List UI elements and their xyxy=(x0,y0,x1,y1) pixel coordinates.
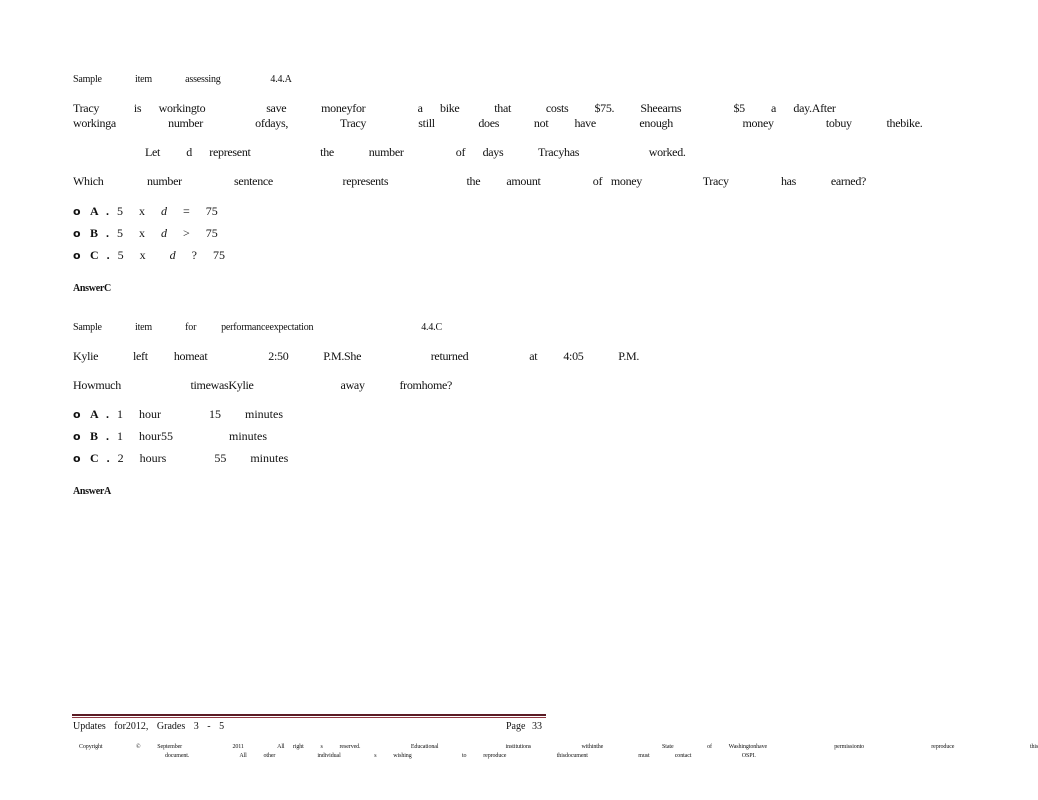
option-letter: A . xyxy=(90,204,110,218)
item2-option-b[interactable] xyxy=(73,429,267,444)
radio-circle-icon: o xyxy=(73,205,81,218)
copyright-line-1: Copyright © September 2011 All right s reserved. Educational institutions withinthe State of Washingtonhave permissionto reproduce this xyxy=(79,744,1038,750)
item1-question: Which number sentence represents the amount of money Tracy has earned? xyxy=(73,174,867,188)
page-number: Page 33 xyxy=(506,721,542,732)
item2-question: Howmuch timewasKylie away fromhome? xyxy=(73,378,453,392)
radio-circle-icon: o xyxy=(73,227,81,240)
item1-option-a[interactable] xyxy=(73,204,218,219)
option-letter: C . xyxy=(90,451,110,465)
item1-paragraph-line-1: Tracy is workingto save moneyfor a bike that costs $75. Sheearns $5 a day.After xyxy=(73,101,836,115)
item1-option-c[interactable] xyxy=(73,248,225,263)
footer-rule-thick xyxy=(72,714,546,716)
option-text: 5 x d = 75 xyxy=(117,204,218,218)
copyright-line-2: document. All other individual s wishing to reproduce thisdocument must contact OSPI. xyxy=(165,753,756,759)
item2-option-a[interactable] xyxy=(73,407,283,422)
item1-paragraph-line-2: workinga number ofdays, Tracy still does not have enough money tobuy thebike. xyxy=(73,116,923,130)
item1-heading: Sample item assessing 4.4.A xyxy=(73,74,292,85)
option-letter: B . xyxy=(90,226,110,240)
radio-circle-icon: o xyxy=(73,430,81,443)
option-text: 1 hour55 minutes xyxy=(117,429,268,443)
footer-title: Updates for2012, Grades 3 - 5 xyxy=(73,721,225,732)
radio-circle-icon: o xyxy=(73,452,81,465)
option-letter: B . xyxy=(90,429,110,443)
footer-rule-thin xyxy=(72,717,546,718)
option-letter: C . xyxy=(90,248,110,262)
item1-let-line: Let d represent the number of days Tracyhas worked. xyxy=(145,145,686,159)
radio-circle-icon: o xyxy=(73,249,81,262)
item1-option-b[interactable] xyxy=(73,226,218,241)
option-text: 2 hours 55 minutes xyxy=(117,451,289,465)
option-letter: A . xyxy=(90,407,110,421)
item2-answer: AnswerA xyxy=(73,486,111,497)
radio-circle-icon: o xyxy=(73,408,81,421)
option-text: 5 x d ? 75 xyxy=(117,248,225,262)
option-text: 5 x d > 75 xyxy=(117,226,218,240)
item2-paragraph: Kylie left homeat 2:50 P.M.She returned at 4:05 P.M. xyxy=(73,349,640,363)
item1-answer: AnswerC xyxy=(73,283,111,294)
item2-option-c[interactable] xyxy=(73,451,288,466)
option-text: 1 hour 15 minutes xyxy=(117,407,284,421)
item2-heading: Sample item for performanceexpectation 4.4.C xyxy=(73,322,442,333)
